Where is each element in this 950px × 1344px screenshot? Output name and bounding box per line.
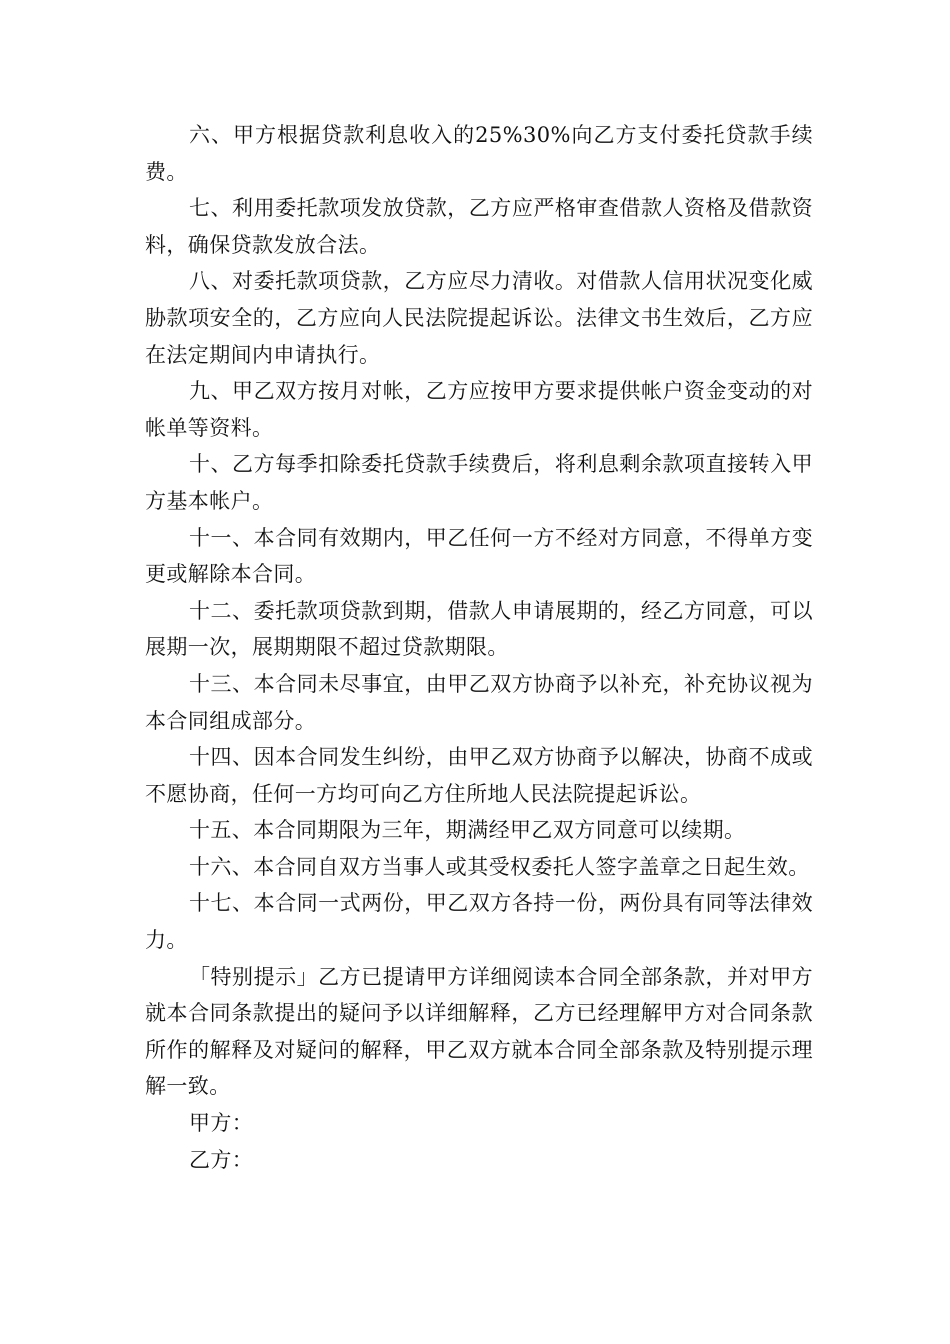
clause-11: 十一、本合同有效期内，甲乙任何一方不经对方同意，不得单方变更或解除本合同。 — [145, 525, 813, 587]
clause-13: 十三、本合同未尽事宜，由甲乙双方协商予以补充，补充协议视为本合同组成部分。 — [145, 671, 813, 733]
clause-10: 十、乙方每季扣除委托贷款手续费后，将利息剩余款项直接转入甲方基本帐户。 — [145, 452, 813, 513]
clause-15: 十五、本合同期限为三年，期满经甲乙双方同意可以续期。 — [189, 818, 746, 843]
special-notice: 「特别提示」乙方已提请甲方详细阅读本合同全部条款，并对甲方就本合同条款提出的疑问予以详细解释，乙方已经理解甲方对合同条款所作的解释及对疑问的解释，甲乙双方就本合同全部条款及特别提示理解一致。 — [145, 964, 813, 1099]
clause-7: 七、利用委托款项发放贷款，乙方应严格审查借款人资格及借款资料，确保贷款发放合法。 — [145, 196, 813, 257]
clause-17: 十七、本合同一式两份，甲乙双方各持一份，两份具有同等法律效力。 — [145, 891, 813, 953]
document-body — [145, 117, 813, 1178]
party-b-signature-line: 乙方： — [189, 1147, 254, 1172]
clause-14: 十四、因本合同发生纠纷，由甲乙双方协商予以解决，协商不成或不愿协商，任何一方均可向乙方住所地人民法院提起诉讼。 — [145, 745, 813, 806]
clause-8: 八、对委托款项贷款，乙方应尽力清收。对借款人信用状况变化威胁款项安全的，乙方应向人民法院提起诉讼。法律文书生效后，乙方应在法定期间内申请执行。 — [145, 269, 813, 367]
clause-16: 十六、本合同自双方当事人或其受权委托人签字盖章之日起生效。 — [189, 854, 810, 879]
clause-12: 十二、委托款项贷款到期，借款人申请展期的，经乙方同意，可以展期一次，展期期限不超过贷款期限。 — [145, 598, 813, 660]
clause-6: 六、甲方根据贷款利息收入的25%30%向乙方支付委托贷款手续费。 — [145, 123, 813, 184]
party-a-signature-line: 甲方： — [189, 1111, 254, 1136]
clause-9: 九、甲乙双方按月对帐，乙方应按甲方要求提供帐户资金变动的对帐单等资料。 — [145, 379, 813, 440]
